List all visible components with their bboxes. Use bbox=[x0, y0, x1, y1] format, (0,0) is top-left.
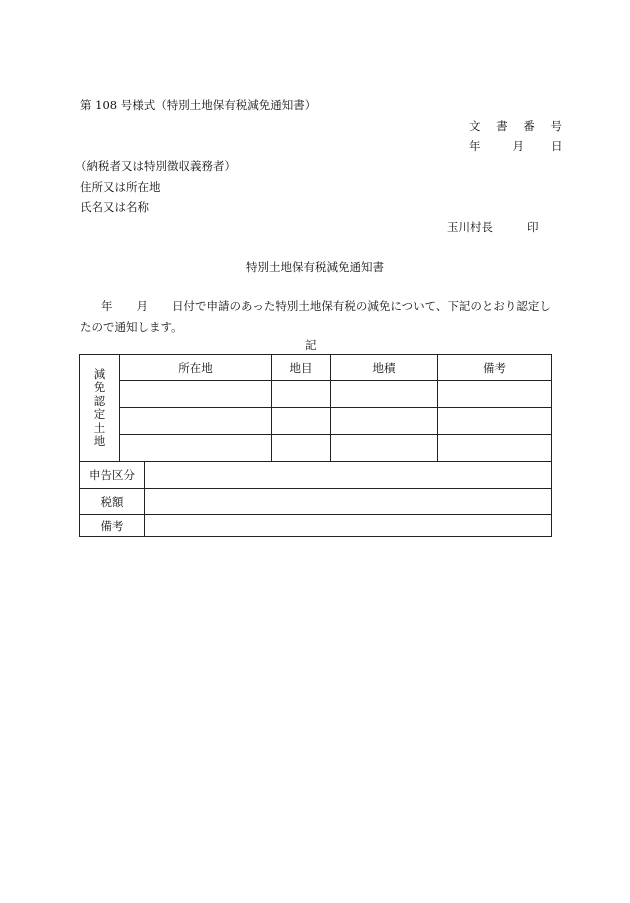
document-title: 特別土地保有税減免通知書 bbox=[246, 260, 384, 274]
document-date bbox=[469, 139, 563, 153]
tax-label: 税額 bbox=[80, 489, 145, 515]
issuer bbox=[447, 220, 539, 234]
land-category-cell bbox=[272, 381, 331, 408]
vertical-char: 定 bbox=[93, 407, 106, 421]
body-year: 年 bbox=[101, 299, 113, 313]
vertical-char: 認 bbox=[93, 393, 106, 408]
location-cell bbox=[120, 381, 272, 408]
vertical-char: 減 bbox=[93, 366, 106, 381]
tax-row bbox=[80, 489, 552, 515]
remarks-row bbox=[80, 515, 552, 537]
location-cell bbox=[120, 435, 272, 462]
tax-value bbox=[145, 489, 552, 515]
remarks-value bbox=[145, 515, 552, 537]
location-cell bbox=[120, 408, 272, 435]
column-header-location: 所在地 bbox=[120, 355, 272, 381]
issuer-title: 玉川村長 bbox=[447, 220, 493, 234]
area-cell bbox=[331, 435, 438, 462]
document-number-label: 文 書 番 号 bbox=[469, 119, 563, 133]
date-day: 日 bbox=[551, 139, 563, 153]
land-category-cell bbox=[272, 435, 331, 462]
body-month: 月 bbox=[136, 299, 148, 313]
table-row bbox=[80, 381, 552, 408]
vertical-char: 地 bbox=[93, 434, 106, 448]
area-cell bbox=[331, 408, 438, 435]
column-header-land-category: 地目 bbox=[272, 355, 331, 381]
address-label: 住所又は所在地 bbox=[80, 180, 161, 194]
table-row bbox=[80, 408, 552, 435]
remarks-cell bbox=[438, 408, 552, 435]
declaration-label: 申告区分 bbox=[80, 462, 145, 489]
remarks-cell bbox=[438, 435, 552, 462]
land-category-cell bbox=[272, 408, 331, 435]
column-header-remarks: 備考 bbox=[438, 355, 552, 381]
vertical-char: 土 bbox=[93, 420, 106, 435]
column-header-area: 地積 bbox=[331, 355, 438, 381]
date-year: 年 bbox=[469, 139, 481, 153]
vertical-label-cell bbox=[80, 355, 120, 462]
date-month: 月 bbox=[512, 139, 524, 153]
land-table bbox=[79, 354, 552, 537]
vertical-char: 免 bbox=[93, 380, 106, 394]
declaration-value bbox=[145, 462, 552, 489]
seal-mark: 印 bbox=[527, 220, 539, 234]
declaration-row bbox=[80, 462, 552, 489]
addressee-heading: （納税者又は特別徴収義務者） bbox=[75, 159, 236, 173]
notice-body bbox=[80, 296, 552, 338]
remarks-cell bbox=[438, 381, 552, 408]
area-cell bbox=[331, 381, 438, 408]
body-text: 日付で申請のあった特別土地保有税の減免について、下記のとおり認定したので通知します。 bbox=[80, 299, 551, 334]
table-row bbox=[80, 435, 552, 462]
ki-heading: 記 bbox=[305, 338, 317, 352]
name-label: 氏名又は名称 bbox=[80, 200, 149, 214]
table-header-row bbox=[80, 355, 552, 381]
form-number: 第 108 号様式（特別土地保有税減免通知書） bbox=[80, 98, 317, 112]
remarks-label: 備考 bbox=[80, 515, 145, 537]
